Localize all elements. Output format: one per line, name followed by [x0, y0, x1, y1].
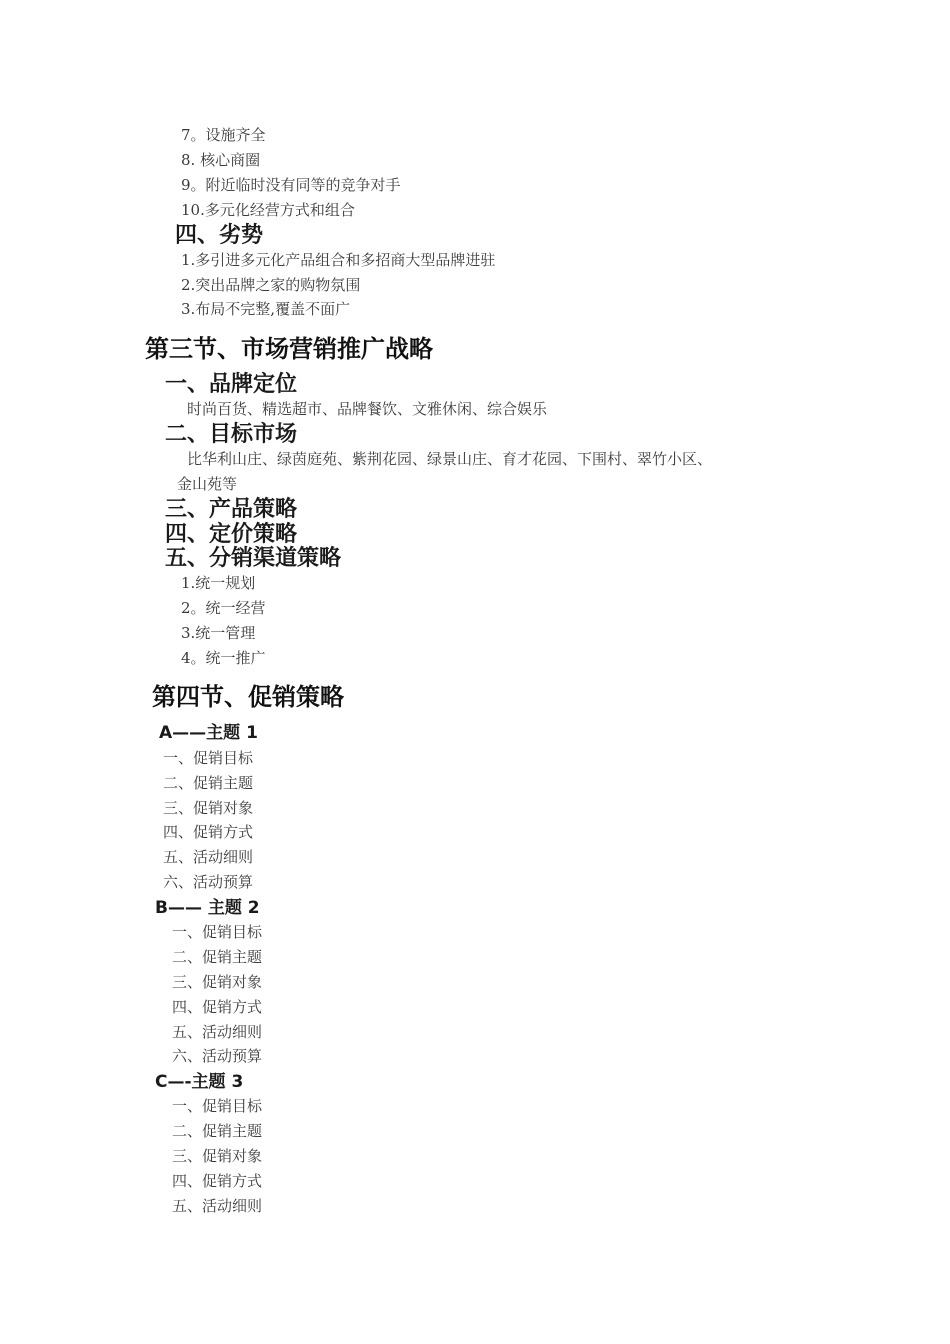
theme-label: C—-主题 3	[155, 1072, 244, 1092]
theme-label: B—— 主题 2	[155, 898, 260, 918]
distribution-heading: 五、分销渠道策略	[165, 546, 342, 571]
weakness-item: 2.突出品牌之家的购物氛围	[181, 276, 361, 294]
pricing-strategy-heading: 四、定价策略	[165, 522, 298, 547]
theme-item: 三、促销对象	[172, 1147, 263, 1165]
theme-item: 五、活动细则	[163, 848, 254, 866]
theme-item: 五、活动细则	[172, 1023, 263, 1041]
advantage-item: 9。附近临时没有同等的竞争对手	[181, 176, 401, 194]
target-market-text: 金山苑等	[177, 475, 238, 493]
theme-item: 一、促销目标	[172, 1097, 263, 1115]
weakness-item: 3.布局不完整,覆盖不面广	[181, 300, 351, 318]
target-market-text: 比华利山庄、绿茵庭苑、紫荆花园、绿景山庄、育才花园、下围村、翠竹小区、	[187, 450, 713, 468]
theme-item: 二、促销主题	[172, 948, 263, 966]
theme-item: 二、促销主题	[172, 1122, 263, 1140]
brand-positioning-heading: 一、品牌定位	[165, 372, 298, 397]
theme-item: 四、促销方式	[163, 823, 254, 841]
target-market-heading: 二、目标市场	[165, 422, 298, 447]
section-title: 第三节、市场营销推广战略	[145, 335, 433, 363]
advantage-item: 8. 核心商圈	[181, 151, 261, 169]
distribution-item: 2。统一经营	[181, 599, 266, 617]
theme-item: 三、促销对象	[163, 799, 254, 817]
theme-item: 六、活动预算	[163, 873, 254, 891]
weakness-heading: 四、劣势	[175, 223, 264, 248]
distribution-item: 3.统一管理	[181, 624, 256, 642]
distribution-item: 4。统一推广	[181, 649, 266, 667]
theme-item: 六、活动预算	[172, 1047, 263, 1065]
theme-item: 三、促销对象	[172, 973, 263, 991]
theme-item: 五、活动细则	[172, 1197, 263, 1215]
theme-label: A——主题 1	[159, 723, 258, 743]
theme-item: 一、促销目标	[172, 923, 263, 941]
advantage-item: 10.多元化经营方式和组合	[181, 201, 355, 219]
product-strategy-heading: 三、产品策略	[165, 497, 298, 522]
theme-item: 四、促销方式	[172, 998, 263, 1016]
advantage-item: 7。设施齐全	[181, 126, 266, 144]
theme-item: 一、促销目标	[163, 749, 254, 767]
distribution-item: 1.统一规划	[181, 574, 256, 592]
theme-item: 二、促销主题	[163, 774, 254, 792]
weakness-item: 1.多引进多元化产品组合和多招商大型品牌进驻	[181, 251, 496, 269]
theme-item: 四、促销方式	[172, 1172, 263, 1190]
brand-positioning-text: 时尚百货、精选超市、品牌餐饮、文雅休闲、综合娱乐	[187, 400, 548, 418]
section-title: 第四节、促销策略	[152, 683, 344, 711]
